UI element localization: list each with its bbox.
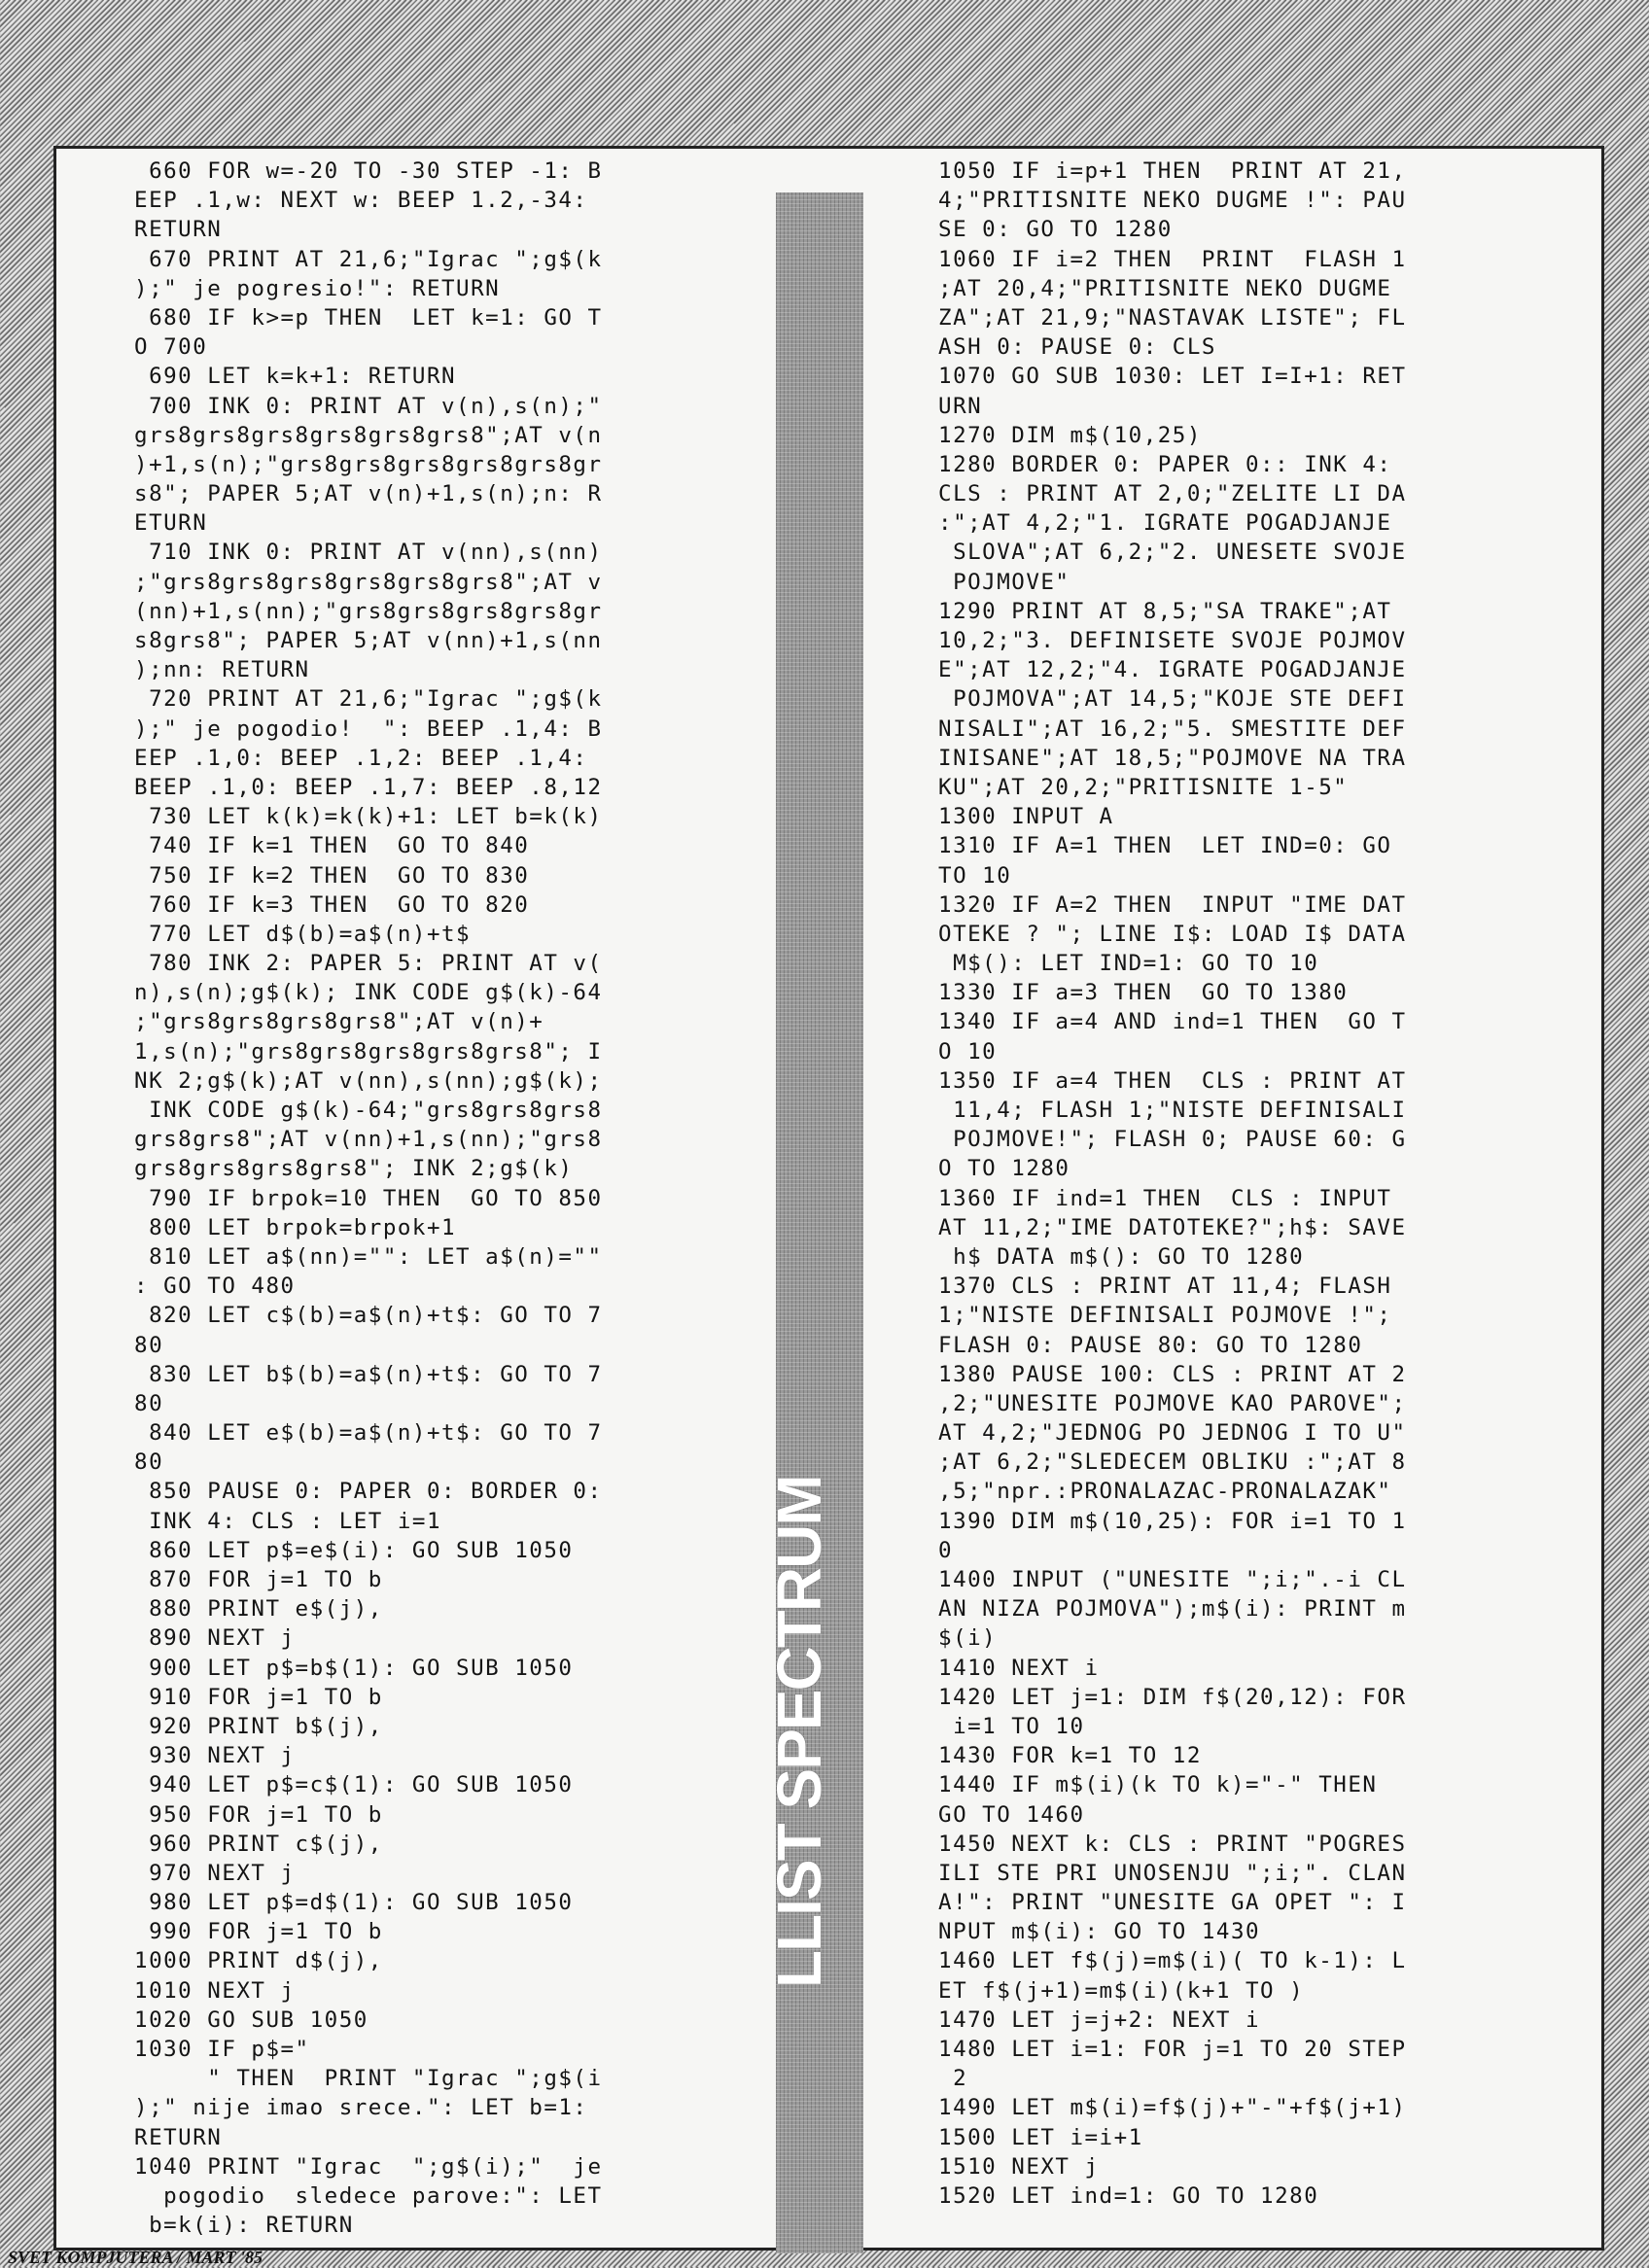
code-line: 1350 IF a=4 THEN CLS : PRINT AT	[924, 1067, 1407, 1094]
code-line: 920 PRINT b$(j),	[120, 1713, 383, 1739]
code-line: AN NIZA POJMOVA");m$(i): PRINT m	[924, 1596, 1407, 1622]
code-line: h$ DATA m$(): GO TO 1280	[924, 1243, 1305, 1270]
code-line: grs8grs8grs8grs8"; INK 2;g$(k)	[120, 1156, 574, 1182]
code-line: ASH 0: PAUSE 0: CLS	[924, 334, 1216, 361]
code-line: NPUT m$(i): GO TO 1430	[924, 1919, 1261, 1945]
code-line: 1470 LET j=j+2: NEXT i	[924, 2006, 1261, 2033]
code-line: 1420 LET j=1: DIM f$(20,12): FOR	[924, 1684, 1407, 1710]
code-line: 1060 IF i=2 THEN PRINT FLASH 1	[924, 246, 1407, 272]
code-line: 1450 NEXT k: CLS : PRINT "POGRES	[924, 1831, 1407, 1857]
code-line: FLASH 0: PAUSE 80: GO TO 1280	[924, 1332, 1363, 1358]
code-line: s8grs8"; PAPER 5;AT v(nn)+1,s(nn	[120, 628, 603, 653]
code-line: 80	[120, 1332, 164, 1358]
code-line: 800 LET brpok=brpok+1	[120, 1214, 457, 1240]
code-line: ;AT 20,4;"PRITISNITE NEKO DUGME	[924, 275, 1392, 301]
code-line: 810 LET a$(nn)="": LET a$(n)=""	[120, 1243, 603, 1270]
sidebar-label: LLIST SPECTRUM	[764, 1476, 834, 1988]
code-line: EEP .1,w: NEXT w: BEEP 1.2,-34:	[120, 188, 588, 214]
code-line: 900 LET p$=b$(1): GO SUB 1050	[120, 1655, 574, 1681]
code-line: grs8grs8grs8grs8grs8grs8";AT v(n	[120, 422, 603, 448]
code-line: 750 IF k=2 THEN GO TO 830	[120, 862, 530, 889]
code-line: 1290 PRINT AT 8,5;"SA TRAKE";AT	[924, 598, 1392, 624]
code-line: 1320 IF A=2 THEN INPUT "IME DAT	[924, 891, 1407, 918]
code-line: RETURN	[120, 2124, 223, 2150]
code-line: );nn: RETURN	[120, 657, 310, 683]
code-line: $(i)	[924, 1625, 998, 1652]
code-line: ZA";AT 21,9;"NASTAVAK LISTE"; FL	[924, 304, 1407, 331]
code-line: 1,s(n);"grs8grs8grs8grs8grs8"; I	[120, 1038, 603, 1064]
code-line: 1270 DIM m$(10,25)	[924, 422, 1202, 448]
code-line: pogodio sledece parove:": LET	[120, 2182, 603, 2209]
code-line: OTEKE ? "; LINE I$: LOAD I$ DATA	[924, 921, 1407, 947]
code-line: 1510 NEXT j	[924, 2153, 1100, 2180]
code-line: ;AT 6,2;"SLEDECEM OBLIKU :";AT 8	[924, 1449, 1407, 1476]
code-line: 730 LET k(k)=k(k)+1: LET b=k(k)	[120, 804, 603, 830]
code-line: 850 PAUSE 0: PAPER 0: BORDER 0:	[120, 1479, 603, 1505]
code-line: 1490 LET m$(i)=f$(j)+"-"+f$(j+1)	[924, 2095, 1407, 2121]
code-line: 1430 FOR k=1 TO 12	[924, 1743, 1202, 1769]
code-line: 1480 LET i=1: FOR j=1 TO 20 STEP	[924, 2037, 1407, 2062]
code-line: 660 FOR w=-20 TO -30 STEP -1: B	[120, 158, 603, 184]
code-line: 1010 NEXT j	[120, 1977, 296, 2004]
code-line: 1340 IF a=4 AND ind=1 THEN GO T	[924, 1009, 1407, 1035]
code-line: POJMOVE!"; FLASH 0; PAUSE 60: G	[924, 1127, 1407, 1153]
halftone-background	[0, 0, 1649, 146]
code-line: INK 4: CLS : LET i=1	[120, 1508, 442, 1534]
magazine-footer: SVET KOMPJUTERA / MART '85	[8, 2248, 263, 2267]
code-line: KU";AT 20,2;"PRITISNITE 1-5"	[924, 774, 1349, 800]
code-line: 1400 INPUT ("UNESITE ";i;".-i CL	[924, 1567, 1407, 1592]
code-line: CLS : PRINT AT 2,0;"ZELITE LI DA	[924, 481, 1407, 507]
code-line: 2	[924, 2066, 968, 2092]
listing-right-column	[924, 157, 1546, 2211]
code-line: 960 PRINT c$(j),	[120, 1831, 383, 1857]
code-line: 1020 GO SUB 1050	[120, 2006, 368, 2033]
code-line: 670 PRINT AT 21,6;"Igrac ";g$(k	[120, 246, 603, 272]
code-line: i=1 TO 10	[924, 1713, 1085, 1739]
code-line: M$(): LET IND=1: GO TO 10	[924, 951, 1319, 977]
code-line: 1370 CLS : PRINT AT 11,4; FLASH	[924, 1274, 1392, 1300]
code-line: b=k(i): RETURN	[120, 2213, 354, 2239]
code-line: AT 4,2;"JEDNOG PO JEDNOG I TO U"	[924, 1420, 1407, 1447]
code-line: 840 LET e$(b)=a$(n)+t$: GO TO 7	[120, 1420, 603, 1447]
code-line: 790 IF brpok=10 THEN GO TO 850	[120, 1185, 603, 1211]
code-line: 1330 IF a=3 THEN GO TO 1380	[924, 980, 1349, 1006]
code-line: 1300 INPUT A	[924, 804, 1114, 830]
code-line: URN	[924, 393, 983, 419]
code-line: 680 IF k>=p THEN LET k=1: GO T	[120, 304, 603, 331]
code-line: E";AT 12,2;"4. IGRATE POGADJANJE	[924, 657, 1407, 683]
code-line: : GO TO 480	[120, 1274, 296, 1300]
code-line: ,5;"npr.:PRONALAZAC-PRONALAZAK"	[924, 1479, 1392, 1505]
code-line: n),s(n);g$(k); INK CODE g$(k)-64	[120, 980, 603, 1006]
code-line: ET f$(j+1)=m$(i)(k+1 TO )	[924, 1977, 1305, 2004]
code-line: ;"grs8grs8grs8grs8grs8grs8";AT v	[120, 569, 603, 595]
code-line: s8"; PAPER 5;AT v(n)+1,s(n);n: R	[120, 481, 603, 507]
code-line: );" nije imao srece.": LET b=1:	[120, 2095, 588, 2121]
code-line: 1380 PAUSE 100: CLS : PRINT AT 2	[924, 1361, 1407, 1387]
code-line: );" je pogresio!": RETURN	[120, 275, 501, 301]
code-line: GO TO 1460	[924, 1801, 1085, 1828]
code-line: BEEP .1,0: BEEP .1,7: BEEP .8,12	[120, 774, 603, 800]
code-line: 720 PRINT AT 21,6;"Igrac ";g$(k	[120, 686, 603, 713]
code-line: (nn)+1,s(nn);"grs8grs8grs8grs8gr	[120, 598, 603, 624]
code-line: 940 LET p$=c$(1): GO SUB 1050	[120, 1772, 574, 1798]
code-line: ;"grs8grs8grs8grs8";AT v(n)+	[120, 1009, 544, 1035]
code-line: 870 FOR j=1 TO b	[120, 1567, 383, 1592]
code-line: 1360 IF ind=1 THEN CLS : INPUT	[924, 1185, 1392, 1211]
code-line: RETURN	[120, 217, 223, 243]
code-line: 1460 LET f$(j)=m$(i)( TO k-1): L	[924, 1948, 1407, 1974]
code-line: 740 IF k=1 THEN GO TO 840	[120, 833, 530, 859]
code-line: 860 LET p$=e$(i): GO SUB 1050	[120, 1537, 574, 1563]
code-line: 970 NEXT j	[120, 1860, 296, 1886]
code-line: INK CODE g$(k)-64;"grs8grs8grs8	[120, 1098, 603, 1123]
code-line: 1410 NEXT i	[924, 1655, 1100, 1681]
code-line: 1500 LET i=i+1	[924, 2124, 1143, 2150]
code-line: 1520 LET ind=1: GO TO 1280	[924, 2182, 1319, 2209]
code-line: 760 IF k=3 THEN GO TO 820	[120, 891, 530, 918]
code-line: 910 FOR j=1 TO b	[120, 1684, 383, 1710]
code-line: 890 NEXT j	[120, 1625, 296, 1652]
code-line: ,2;"UNESITE POJMOVE KAO PAROVE";	[924, 1390, 1407, 1416]
code-line: O 10	[924, 1038, 998, 1064]
code-line: INISANE";AT 18,5;"POJMOVE NA TRA	[924, 745, 1407, 771]
code-line: 1;"NISTE DEFINISALI POJMOVE !";	[924, 1303, 1392, 1329]
listing-left-column	[120, 157, 742, 2240]
code-line: POJMOVE"	[924, 569, 1070, 595]
code-line: 780 INK 2: PAPER 5: PRINT AT v(	[120, 951, 603, 977]
code-line: 880 PRINT e$(j),	[120, 1596, 383, 1622]
code-line: 4;"PRITISNITE NEKO DUGME !": PAU	[924, 188, 1407, 214]
code-line: 1030 IF p$="	[120, 2037, 310, 2062]
code-line: AT 11,2;"IME DATOTEKE?";h$: SAVE	[924, 1214, 1407, 1240]
code-line: 950 FOR j=1 TO b	[120, 1801, 383, 1828]
code-line: SE 0: GO TO 1280	[924, 217, 1173, 243]
code-line: )+1,s(n);"grs8grs8grs8grs8grs8gr	[120, 451, 603, 477]
code-line: SLOVA";AT 6,2;"2. UNESETE SVOJE	[924, 540, 1407, 566]
code-line: O 700	[120, 334, 208, 361]
code-line: 820 LET c$(b)=a$(n)+t$: GO TO 7	[120, 1303, 603, 1329]
code-line: O TO 1280	[924, 1156, 1070, 1182]
code-line: 930 NEXT j	[120, 1743, 296, 1769]
code-line: 10,2;"3. DEFINISETE SVOJE POJMOV	[924, 628, 1407, 653]
code-line: 990 FOR j=1 TO b	[120, 1919, 383, 1945]
code-line: 770 LET d$(b)=a$(n)+t$	[120, 921, 472, 947]
code-line: grs8grs8";AT v(nn)+1,s(nn);"grs8	[120, 1127, 603, 1153]
code-line: 80	[120, 1390, 164, 1416]
code-line: 710 INK 0: PRINT AT v(nn),s(nn)	[120, 540, 603, 566]
code-line: A!": PRINT "UNESITE GA OPET ": I	[924, 1890, 1407, 1916]
code-line: 1440 IF m$(i)(k TO k)="-" THEN	[924, 1772, 1378, 1798]
code-line: 1000 PRINT d$(j),	[120, 1948, 383, 1974]
code-line: 1390 DIM m$(10,25): FOR i=1 TO 1	[924, 1508, 1407, 1534]
code-line: EEP .1,0: BEEP .1,2: BEEP .1,4:	[120, 745, 588, 771]
code-line: 80	[120, 1449, 164, 1476]
code-line: ILI STE PRI UNOSENJU ";i;". CLAN	[924, 1860, 1407, 1886]
code-line: 690 LET k=k+1: RETURN	[120, 364, 457, 390]
code-line: NISALI";AT 16,2;"5. SMESTITE DEF	[924, 715, 1407, 742]
code-line: 830 LET b$(b)=a$(n)+t$: GO TO 7	[120, 1361, 603, 1387]
code-line: 980 LET p$=d$(1): GO SUB 1050	[120, 1890, 574, 1916]
code-line: NK 2;g$(k);AT v(nn),s(nn);g$(k);	[120, 1067, 603, 1094]
code-line: );" je pogodio! ": BEEP .1,4: B	[120, 715, 603, 742]
code-line: TO 10	[924, 862, 1012, 889]
code-line: ETURN	[120, 510, 208, 537]
code-line: 1070 GO SUB 1030: LET I=I+1: RET	[924, 364, 1407, 390]
code-line: 1310 IF A=1 THEN LET IND=0: GO	[924, 833, 1392, 859]
code-line: " THEN PRINT "Igrac ";g$(i	[120, 2066, 603, 2092]
code-line: 0	[924, 1537, 954, 1563]
code-line: 1280 BORDER 0: PAPER 0:: INK 4:	[924, 451, 1392, 477]
code-line: 1040 PRINT "Igrac ";g$(i);" je	[120, 2153, 603, 2180]
code-line: 11,4; FLASH 1;"NISTE DEFINISALI	[924, 1098, 1407, 1123]
code-line: :";AT 4,2;"1. IGRATE POGADJANJE	[924, 510, 1392, 537]
code-line: 1050 IF i=p+1 THEN PRINT AT 21,	[924, 158, 1407, 184]
code-line: 700 INK 0: PRINT AT v(n),s(n);"	[120, 393, 603, 419]
code-line: POJMOVA";AT 14,5;"KOJE STE DEFI	[924, 686, 1407, 713]
